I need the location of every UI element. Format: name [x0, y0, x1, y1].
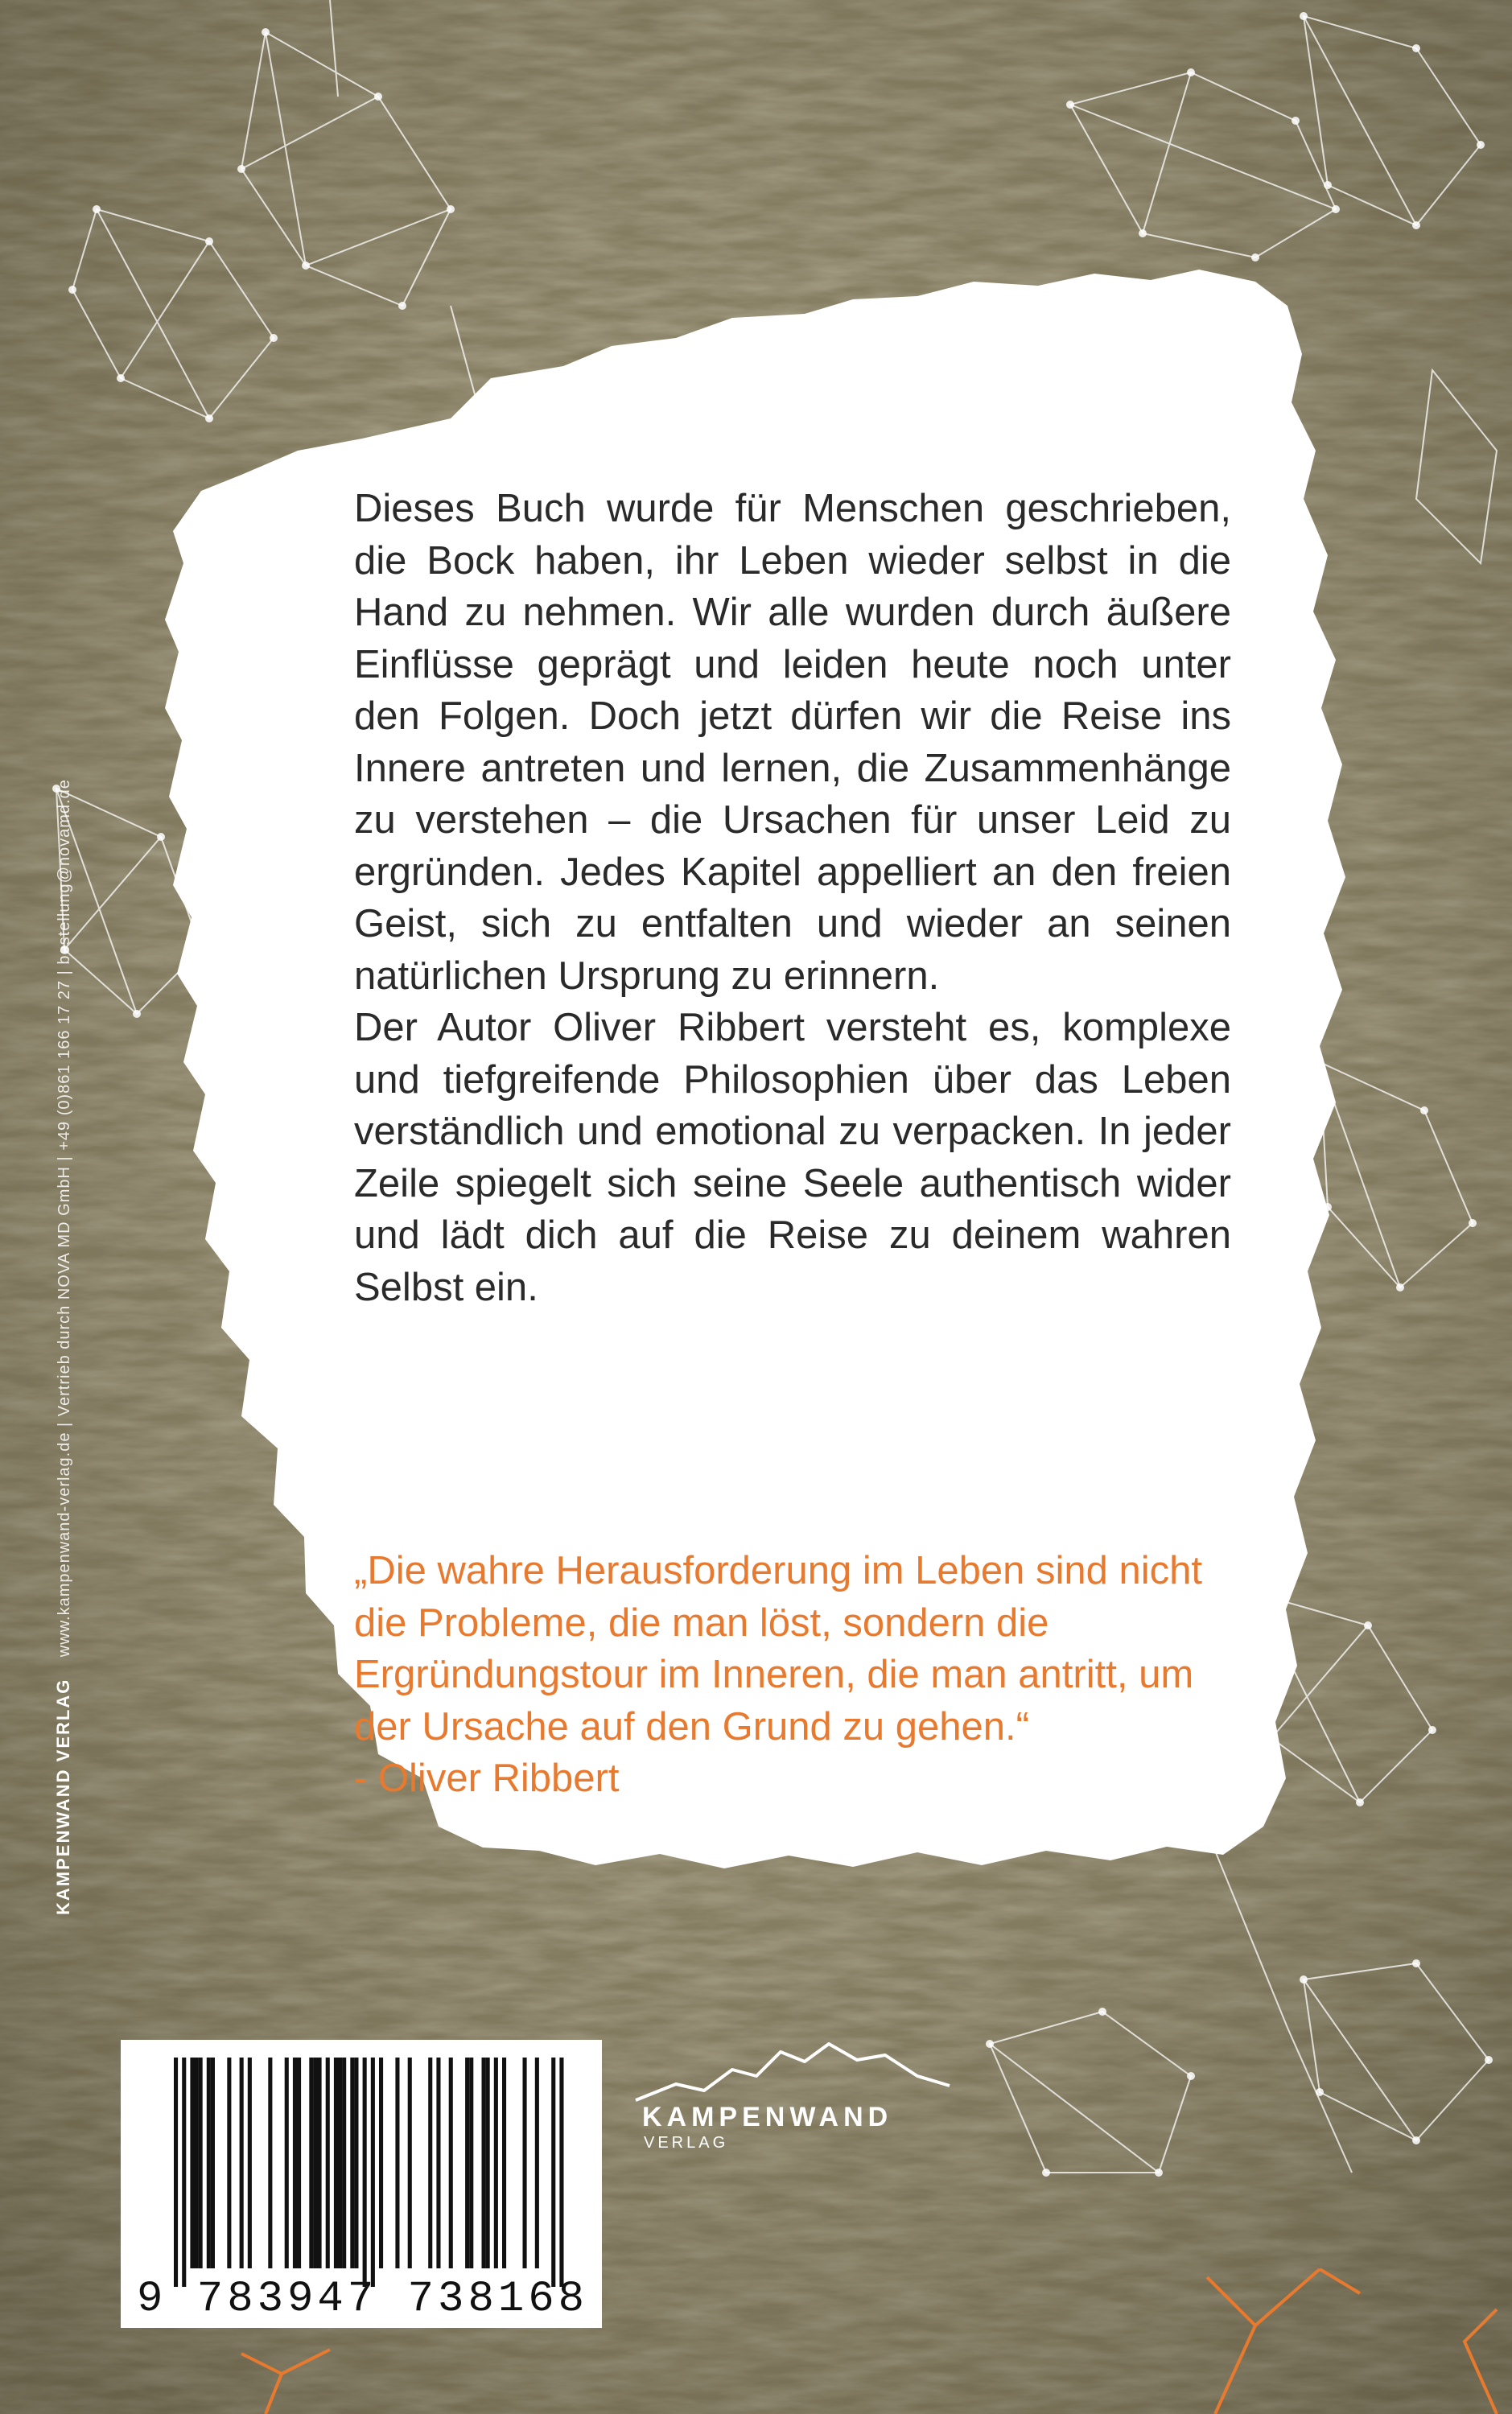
barcode-bar [248, 2058, 252, 2268]
spine-publisher-name: KAMPENWAND VERLAG [53, 1678, 73, 1915]
logo-name: KAMPENWAND [642, 2102, 893, 2132]
logo-subtitle: VERLAG [644, 2134, 729, 2152]
barcode-bar [379, 2058, 383, 2268]
barcode-bar [199, 2058, 203, 2268]
barcode-bars [137, 2058, 587, 2287]
quote-text: „Die wahre Herausforderung im Leben sind nicht die Probleme, die man löst, sondern die Ergründungstour im Inneren, die man antritt, um der Ursache auf den Grund zu gehen.“ [354, 1549, 1203, 1749]
barcode-bar [309, 2058, 313, 2268]
barcode-bar [174, 2058, 178, 2287]
barcode-bar [313, 2058, 317, 2268]
barcode-bar [326, 2058, 330, 2268]
spine-imprint [53, 779, 74, 1915]
barcode-bar [482, 2058, 486, 2268]
barcode-bar [297, 2058, 301, 2268]
barcode-bar [502, 2058, 506, 2268]
blurb-text [354, 483, 1231, 1313]
barcode-bar [318, 2058, 322, 2268]
barcode-bar [195, 2058, 199, 2268]
barcode-bar [469, 2058, 473, 2268]
blurb-paragraph-2: Der Autor Oliver Ribbert versteht es, komplexe und tiefgreifende Philosophien über das Leben verständlich und emotional zu verpacken. In jeder Zeile spiegelt sich seine Seele authentisch wider und lädt dich auf die Reise zu deinem wahren Selbst ein. [354, 1006, 1231, 1309]
barcode-bar [465, 2058, 469, 2268]
barcode-bar [350, 2058, 354, 2268]
barcode-bar [207, 2058, 211, 2268]
mountain-outline-icon [628, 2028, 966, 2108]
barcode-bar [449, 2058, 453, 2268]
quote-author: - Oliver Ribbert [354, 1757, 620, 1800]
blurb-paragraph-1: Dieses Buch wurde für Menschen geschrieben, die Bock haben, ihr Leben wieder selbst in die Hand zu nehmen. Wir alle wurden durch äußere Einflüsse geprägt und leiden heute noch unter den Folgen. Doch jetzt dürfen wir die Reise ins Innere antreten und lernen, die Zusammenhänge zu verstehen – die Ursachen für unser Leid zu ergründen. Jedes Kapitel appelliert an den freien Geist, sich zu entfalten und wieder an seinen natürlichen Ursprung zu erinnern. [354, 487, 1231, 998]
isbn-barcode [121, 2040, 602, 2328]
barcode-bar [559, 2058, 563, 2287]
barcode-bar [436, 2058, 440, 2268]
barcode-bar [268, 2058, 272, 2268]
barcode-bar [285, 2058, 289, 2268]
barcode-bar [371, 2058, 375, 2287]
barcode-bar [211, 2058, 215, 2268]
barcode-bar [395, 2058, 399, 2268]
barcode-bar [227, 2058, 231, 2268]
isbn-number: 9 783947 738168 [137, 2275, 589, 2324]
barcode-bar [551, 2058, 555, 2287]
barcode-bar [354, 2058, 358, 2268]
barcode-bar [342, 2058, 346, 2268]
barcode-bar [428, 2058, 432, 2268]
barcode-bar [486, 2058, 490, 2268]
barcode-bar [494, 2058, 498, 2268]
barcode-bar [240, 2058, 244, 2268]
barcode-bar [535, 2058, 539, 2268]
barcode-bar [293, 2058, 297, 2268]
barcode-bar [523, 2058, 527, 2268]
author-quote [354, 1545, 1231, 1805]
barcode-bar [190, 2058, 194, 2268]
publisher-logo [628, 2028, 966, 2165]
spine-contact-info: www.kampenwand-verlag.de | Vertrieb durch NOVA MD GmbH | +49 (0)861 166 17 27 | bestellung@novamd.de [56, 779, 73, 1658]
barcode-bar [363, 2058, 367, 2287]
barcode-bar [334, 2058, 338, 2268]
barcode-bar [408, 2058, 412, 2268]
barcode-bar [182, 2058, 186, 2287]
barcode-bar [338, 2058, 342, 2268]
